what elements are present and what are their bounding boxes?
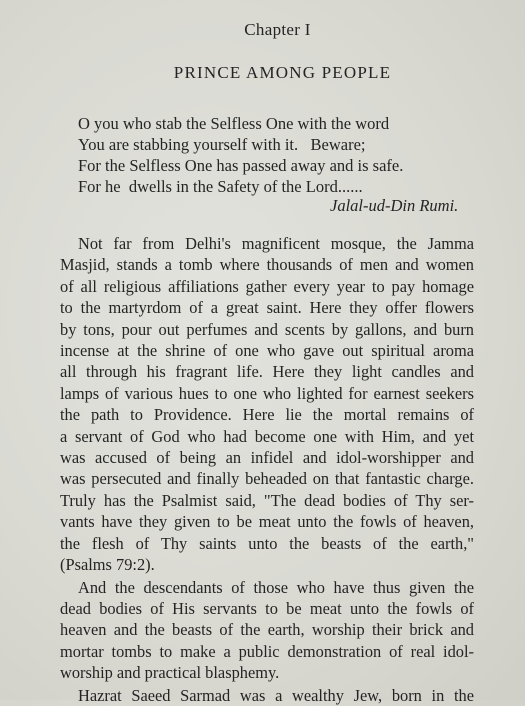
chapter-heading: Chapter I [244, 20, 311, 39]
epigraph-attribution: Jalal-ud-Din Rumi. [330, 196, 459, 215]
text-line: (Psalms 79:2). [60, 555, 155, 575]
poem-line: For he dwells in the Safety of the Lord...... [78, 177, 363, 196]
text-line: heaven and the beasts of the earth, worship their brick and [60, 620, 474, 640]
text-line: Not far from Delhi's magnificent mosque, the Jamma [78, 234, 474, 253]
text-line: the path to Providence. Here lie the mortal remains of [60, 405, 474, 425]
text-line: the flesh of Thy saints unto the beasts of the earth," [60, 533, 474, 553]
paragraph-2 [60, 577, 474, 684]
text-line: vants have they given to be meat unto the fowls of heaven, [60, 512, 474, 532]
text-line: lamps of various hues to one who lighted for earnest seekers [60, 383, 474, 403]
epigraph-poem [78, 113, 403, 197]
paragraph-3 [60, 685, 474, 706]
text-line: of all religious affiliations gather every year to pay homage [60, 276, 474, 296]
text-line: was accused of being an infidel and idol-worshipper and [60, 448, 474, 468]
text-line: all through his fragrant life. Here they light candles and [60, 362, 474, 382]
text-line: was persecuted and finally beheaded on that fantastic charge. [60, 469, 474, 489]
text-line: Masjid, stands a tomb where thousands of men and women [60, 255, 474, 275]
text-line: Hazrat Saeed Sarmad was a wealthy Jew, born in the [78, 685, 474, 705]
body-text [60, 233, 474, 706]
text-line: dead bodies of His servants to be meat unto the fowls of [60, 598, 474, 618]
text-line: a servant of God who had become one with Him, and yet [60, 426, 474, 446]
text-line: And the descendants of those who have thus given the [78, 577, 474, 597]
poem-line: For the Selfless One has passed away and is safe. [78, 156, 404, 175]
poem-line: You are stabbing yourself with it. Beware; [78, 135, 366, 154]
text-line: to the martyrdom of a great saint. Here they offer flowers [60, 298, 474, 318]
text-line: by tons, pour out perfumes and scents by gallons, and burn [60, 319, 474, 339]
text-line: incense at the shrine of one who gave out spiritual aroma [60, 341, 474, 361]
paragraph-1 [60, 233, 474, 576]
text-line: mortar tombs to make a public demonstration of real idol- [60, 641, 474, 661]
text-line: worship and practical blasphemy. [60, 663, 280, 683]
poem-line: O you who stab the Selfless One with the word [78, 114, 390, 133]
chapter-title: PRINCE AMONG PEOPLE [173, 63, 392, 82]
text-line: Truly has the Psalmist said, "The dead bodies of Thy ser- [60, 490, 474, 510]
